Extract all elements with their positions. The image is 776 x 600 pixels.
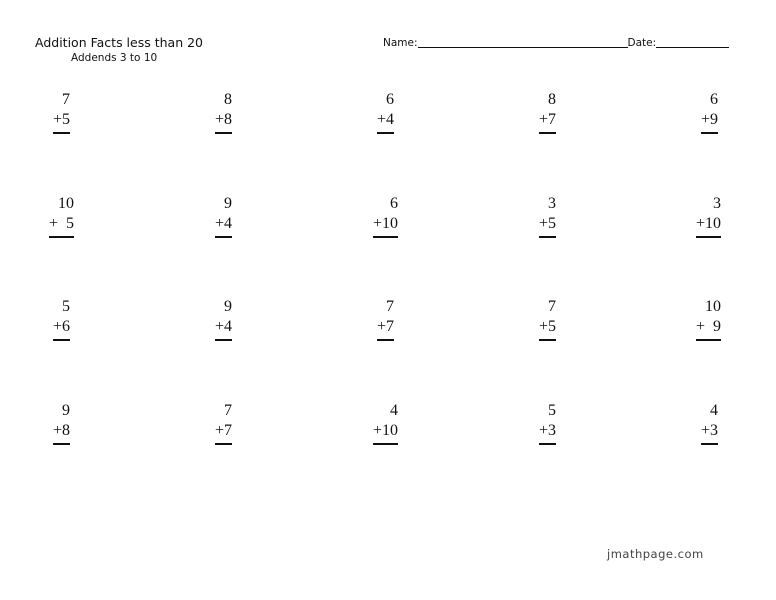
problem-6: [49, 194, 74, 238]
addend-top: 3: [713, 195, 721, 212]
addend-top: 9: [224, 298, 232, 315]
problem-9: [539, 194, 556, 238]
addend-top: 7: [62, 91, 70, 108]
addend-bottom: +10: [696, 214, 721, 238]
addend-bottom: + 5: [49, 214, 74, 238]
addend-bottom: +10: [373, 421, 398, 445]
problem-18: [373, 401, 398, 445]
problem-13: [377, 297, 394, 341]
problem-4: [539, 90, 556, 134]
name-blank: [418, 37, 628, 48]
addend-bottom: +9: [701, 110, 718, 134]
problem-7: [215, 194, 232, 238]
addend-top: 6: [390, 195, 398, 212]
addend-bottom: +7: [215, 421, 232, 445]
addend-bottom: +8: [53, 421, 70, 445]
worksheet-title: Addition Facts less than 20: [35, 35, 203, 50]
addend-top: 7: [224, 402, 232, 419]
addend-top: 8: [548, 91, 556, 108]
addend-top: 4: [390, 402, 398, 419]
date-label: Date:: [627, 37, 657, 49]
addend-top: 9: [62, 402, 70, 419]
addend-bottom: +7: [377, 317, 394, 341]
date-blank: [656, 37, 729, 48]
worksheet-subtitle: Addends 3 to 10: [71, 52, 158, 64]
addend-bottom: +3: [539, 421, 556, 445]
addend-bottom: +4: [215, 214, 232, 238]
problem-14: [539, 297, 556, 341]
addend-bottom: +3: [701, 421, 718, 445]
site-watermark: jmathpage.com: [607, 547, 704, 561]
problem-10: [696, 194, 721, 238]
addend-top: 10: [58, 195, 74, 212]
addend-top: 5: [62, 298, 70, 315]
problem-3: [377, 90, 394, 134]
addend-top: 7: [548, 298, 556, 315]
addend-bottom: +4: [377, 110, 394, 134]
addend-top: 7: [386, 298, 394, 315]
addend-bottom: +6: [53, 317, 70, 341]
problem-12: [215, 297, 232, 341]
problem-19: [539, 401, 556, 445]
addend-top: 5: [548, 402, 556, 419]
addend-bottom: +10: [373, 214, 398, 238]
addend-bottom: +5: [53, 110, 70, 134]
addend-bottom: +5: [539, 317, 556, 341]
problem-20: [701, 401, 718, 445]
name-date-line: [383, 37, 729, 49]
addend-top: 4: [710, 402, 718, 419]
problem-11: [53, 297, 70, 341]
problem-1: [53, 90, 70, 134]
problem-15: [696, 297, 721, 341]
problem-16: [53, 401, 70, 445]
problem-8: [373, 194, 398, 238]
addend-top: 10: [705, 298, 721, 315]
addend-top: 6: [710, 91, 718, 108]
addend-top: 6: [386, 91, 394, 108]
addend-bottom: +7: [539, 110, 556, 134]
addend-bottom: + 9: [696, 317, 721, 341]
addend-bottom: +8: [215, 110, 232, 134]
addend-top: 9: [224, 195, 232, 212]
addend-bottom: +5: [539, 214, 556, 238]
problem-2: [215, 90, 232, 134]
addend-top: 3: [548, 195, 556, 212]
name-label: Name:: [383, 37, 418, 49]
problem-17: [215, 401, 232, 445]
addend-top: 8: [224, 91, 232, 108]
problem-5: [701, 90, 718, 134]
addend-bottom: +4: [215, 317, 232, 341]
